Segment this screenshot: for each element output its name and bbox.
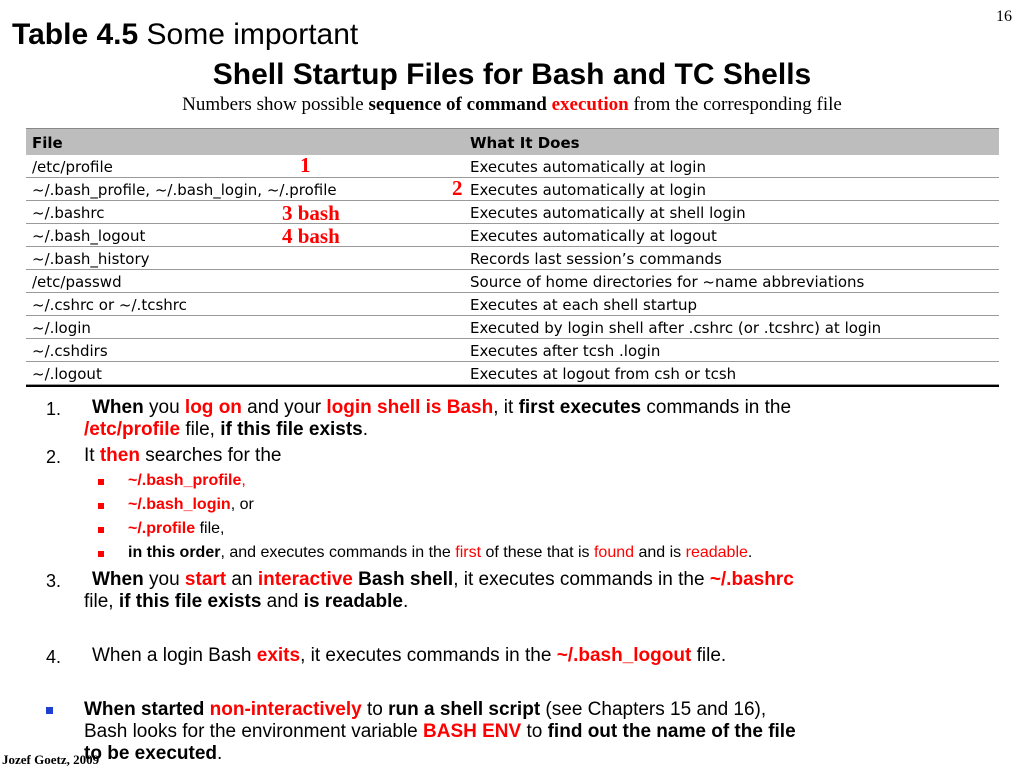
cell-desc: Executes at each shell startup: [470, 296, 697, 314]
paragraph-5-line3: [84, 743, 222, 765]
table-row: [26, 293, 999, 316]
table-row: [26, 201, 999, 224]
title-bold: Table 4.5: [12, 18, 139, 51]
text-run: to: [361, 699, 389, 720]
text-run: BASH ENV: [423, 721, 522, 742]
text-run: log on: [184, 397, 242, 418]
sub-item-bash-profile: [128, 472, 246, 490]
text-run: if this file exists: [118, 591, 262, 612]
text-run: of these that is: [481, 544, 594, 561]
text-run: , and executes commands in the: [220, 544, 456, 561]
text-run: , it: [493, 397, 519, 418]
text-run: ~/.bash_logout: [556, 645, 692, 666]
text-run: .: [217, 743, 223, 764]
text-run: file,: [195, 520, 225, 537]
page-number: 16: [996, 8, 1012, 25]
list-number-2: 2.: [46, 447, 62, 467]
title-rest: Some important: [138, 18, 359, 51]
text-run: When a login Bash: [92, 645, 257, 666]
sub-item-bash-login: [128, 496, 254, 514]
paragraph-4: [92, 645, 726, 667]
text-run: When: [92, 569, 144, 590]
cell-file: ~/.bashrc: [32, 204, 105, 222]
paragraph-5-line2: [84, 721, 796, 743]
text-run: ~/.bashrc: [709, 569, 794, 590]
cell-file: ~/.cshrc or ~/.tcshrc: [32, 296, 187, 314]
text-run: and is: [634, 544, 686, 561]
text-run: .: [362, 419, 369, 440]
subtitle-part: sequence of command: [368, 94, 547, 115]
text-run: When started: [84, 699, 205, 720]
text-run: found: [593, 544, 635, 561]
text-run: When: [92, 397, 144, 418]
text-run: Bash shell: [352, 569, 454, 590]
text-run: first: [455, 544, 482, 561]
text-run: ~/.bash_profile: [128, 472, 242, 489]
header-file: File: [32, 134, 63, 152]
sub-item-profile: [128, 520, 224, 538]
list-number-3: 3.: [46, 571, 62, 591]
slide-title: [12, 18, 358, 52]
text-run: is readable: [303, 591, 403, 612]
text-run: an: [226, 569, 258, 590]
cell-desc: Executed by login shell after .cshrc (or .tcshrc) at login: [470, 319, 882, 337]
text-run: if this file exists: [220, 419, 363, 440]
footer-author: Jozef Goetz, 2009: [2, 752, 100, 767]
cell-file: ~/.login: [32, 319, 91, 337]
table-row: [26, 339, 999, 362]
text-run: then: [99, 445, 140, 466]
bullet-square-icon: [98, 551, 104, 557]
list-number-4: 4.: [46, 647, 62, 667]
cell-desc: Source of home directories for ~name abbreviations: [470, 273, 865, 291]
sequence-annotation-2: 2: [452, 176, 463, 200]
bullet-square-icon: [98, 503, 104, 509]
slide-title-line2: Shell Startup Files for Bash and TC Shells: [212, 58, 812, 91]
bullet-square-icon: [98, 527, 104, 533]
text-run: /etc/profile: [84, 419, 181, 440]
text-run: first executes: [518, 397, 642, 418]
cell-desc: Executes automatically at logout: [470, 227, 717, 245]
table-row: [26, 224, 999, 247]
cell-desc: Executes automatically at login: [470, 158, 706, 176]
text-run: you: [143, 397, 185, 418]
cell-desc: Executes at logout from csh or tcsh: [470, 365, 737, 383]
paragraph-5-line1: [84, 699, 766, 721]
cell-file: /etc/passwd: [32, 273, 122, 291]
text-run: file,: [84, 591, 119, 612]
startup-files-table: [26, 128, 999, 387]
cell-desc: Records last session’s commands: [470, 250, 722, 268]
table-row: [26, 316, 999, 339]
text-run: file.: [691, 645, 727, 666]
text-run: .: [747, 544, 753, 561]
table-header: [26, 128, 999, 155]
cell-desc: Executes after tcsh .login: [470, 342, 661, 360]
paragraph-1-line2: [84, 419, 368, 441]
text-run: exits: [256, 645, 301, 666]
paragraph-2: [84, 445, 281, 467]
cell-file: ~/.cshdirs: [32, 342, 108, 360]
bullet-square-icon: [98, 479, 104, 485]
cell-desc: Executes automatically at login: [470, 181, 706, 199]
subtitle-part: execution: [546, 94, 629, 115]
text-run: and: [261, 591, 304, 612]
cell-file: ~/.bash_history: [32, 250, 150, 268]
paragraph-1-line1: [92, 397, 791, 419]
text-run: start: [184, 569, 227, 590]
table-row: [26, 362, 999, 385]
text-run: non-interactively: [204, 699, 362, 720]
cell-file: ~/.bash_logout: [32, 227, 146, 245]
text-run: commands in the: [641, 397, 792, 418]
subtitle-part: Numbers show possible: [182, 94, 369, 115]
cell-desc: Executes automatically at shell login: [470, 204, 746, 222]
text-run: (see Chapters 15 and 16),: [540, 699, 767, 720]
cell-file: ~/.bash_profile, ~/.bash_login, ~/.profile: [32, 181, 337, 199]
slide-subtitle: [0, 94, 1024, 116]
text-run: , it executes commands in the: [453, 569, 710, 590]
text-run: ,: [241, 472, 246, 489]
bullet-square-icon: [46, 707, 53, 714]
table-row: [26, 155, 999, 178]
text-run: searches for the: [139, 445, 282, 466]
text-run: find out the name of the file: [547, 721, 796, 742]
text-run: It: [84, 445, 100, 466]
table-row: [26, 270, 999, 293]
sub-item-order: [128, 544, 752, 562]
sequence-annotation-4: 4 bash: [282, 224, 340, 248]
sequence-annotation-3: 3 bash: [282, 201, 340, 225]
text-run: , it executes commands in the: [300, 645, 557, 666]
text-run: you: [143, 569, 185, 590]
cell-file: /etc/profile: [32, 158, 113, 176]
text-run: , or: [230, 496, 254, 513]
text-run: and your: [241, 397, 327, 418]
cell-file: ~/.logout: [32, 365, 102, 383]
text-run: file,: [180, 419, 221, 440]
header-what-it-does: What It Does: [470, 134, 580, 152]
subtitle-part: from the corresponding file: [628, 94, 842, 115]
sequence-annotation-1: 1: [300, 153, 311, 177]
text-run: login shell is Bash: [326, 397, 494, 418]
text-run: ~/.bash_login: [128, 496, 231, 513]
list-number-1: 1.: [46, 399, 62, 419]
text-run: ~/.profile: [128, 520, 196, 537]
text-run: readable: [685, 544, 748, 561]
paragraph-3-line2: [84, 591, 408, 613]
text-run: Bash looks for the environment variable: [84, 721, 424, 742]
text-run: run a shell script: [388, 699, 541, 720]
paragraph-3-line1: [92, 569, 794, 591]
text-run: to be executed: [84, 743, 218, 764]
text-run: interactive: [257, 569, 353, 590]
text-run: to: [521, 721, 548, 742]
table-row: [26, 178, 999, 201]
text-run: in this order: [128, 544, 221, 561]
text-run: .: [402, 591, 409, 612]
table-row: [26, 247, 999, 270]
